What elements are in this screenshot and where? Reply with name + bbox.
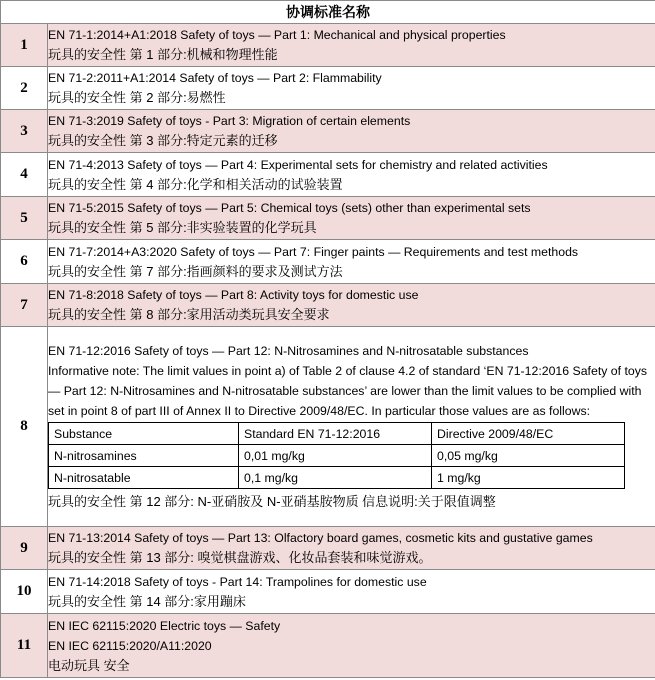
limit-table-header-cell: Directive 2009/48/EC bbox=[432, 423, 625, 445]
row-number: 11 bbox=[1, 614, 48, 678]
standard-title-en: EN 71-13:2014 Safety of toys — Part 13: Olfactory board games, cosmetic kits and gustative games bbox=[48, 531, 593, 545]
table-row bbox=[1, 110, 655, 153]
table-row bbox=[1, 327, 655, 527]
standard-title-en: EN 71-14:2018 Safety of toys - Part 14: Trampolines for domestic use bbox=[48, 574, 427, 589]
standard-title-en: EN 71-5:2015 Safety of toys — Part 5: Chemical toys (sets) other than experimental sets bbox=[48, 201, 531, 215]
row-number: 1 bbox=[1, 24, 48, 67]
limit-table-cell: N-nitrosatable bbox=[49, 467, 239, 489]
table-row bbox=[1, 527, 655, 570]
row-content bbox=[48, 570, 655, 614]
row-number: 10 bbox=[1, 570, 48, 614]
limit-table-cell: 1 mg/kg bbox=[432, 467, 625, 489]
standard-title-zh: 玩具的安全性 第 3 部分:特定元素的迁移 bbox=[48, 133, 278, 148]
limit-values-table bbox=[48, 422, 625, 489]
standard-title-zh: 玩具的安全性 第 7 部分:指画颜料的要求及测试方法 bbox=[48, 263, 343, 279]
table-row bbox=[1, 24, 655, 67]
row-number: 9 bbox=[1, 527, 48, 570]
standard-title-en: EN 71-8:2018 Safety of toys — Part 8: Activity toys for domestic use bbox=[48, 288, 419, 302]
standard-title-zh: 玩具的安全性 第 8 部分:家用活动类玩具安全要求 bbox=[48, 307, 330, 322]
row-content bbox=[48, 284, 655, 327]
standard-title-zh: 电动玩具 安全 bbox=[48, 657, 130, 673]
standard-title-zh: 玩具的安全性 第 14 部分:家用蹦床 bbox=[48, 593, 246, 609]
standard-amendment-en: EN IEC 62115:2020/A11:2020 bbox=[48, 638, 212, 653]
header-row bbox=[1, 1, 655, 24]
limit-table-cell: 0,01 mg/kg bbox=[239, 445, 432, 467]
limit-table-header-cell: Standard EN 71-12:2016 bbox=[239, 423, 432, 445]
row-number: 3 bbox=[1, 110, 48, 153]
standard-title-en: EN IEC 62115:2020 Electric toys — Safety bbox=[48, 618, 281, 633]
standard-title-zh: 玩具的安全性 第 1 部分:机械和物理性能 bbox=[48, 47, 278, 62]
row-content bbox=[48, 327, 655, 527]
standard-title-en: EN 71-7:2014+A3:2020 Safety of toys — Part 7: Finger paints — Requirements and test methods bbox=[48, 244, 579, 259]
standard-title-en: EN 71-1:2014+A1:2018 Safety of toys — Part 1: Mechanical and physical properties bbox=[48, 28, 506, 42]
row-number: 4 bbox=[1, 153, 48, 197]
row-content bbox=[48, 67, 655, 110]
table-row bbox=[1, 197, 655, 240]
limit-table-row bbox=[49, 445, 625, 467]
table-row bbox=[1, 67, 655, 110]
standard-title-zh: 玩具的安全性 第 12 部分: N-亚硝胺及 N-亚硝基胺物质 信息说明:关于限值调整 bbox=[48, 494, 496, 509]
standard-title-en: EN 71-2:2011+A1:2014 Safety of toys — Part 2: Flammability bbox=[48, 71, 382, 85]
standard-title-en: EN 71-12:2016 Safety of toys — Part 12: N-Nitrosamines and N-nitrosatable substances bbox=[48, 344, 529, 358]
table-row bbox=[1, 153, 655, 197]
row-content bbox=[48, 197, 655, 240]
standard-title-zh: 玩具的安全性 第 4 部分:化学和相关活动的试验装置 bbox=[48, 176, 343, 192]
table-header: 协调标准名称 bbox=[1, 1, 655, 24]
row-content bbox=[48, 110, 655, 153]
table-row bbox=[1, 614, 655, 678]
row-content bbox=[48, 240, 655, 284]
table-row bbox=[1, 240, 655, 284]
row-number: 6 bbox=[1, 240, 48, 284]
limit-table-cell: 0,05 mg/kg bbox=[432, 445, 625, 467]
table-row bbox=[1, 284, 655, 327]
row-content bbox=[48, 614, 655, 678]
limit-table-header-row bbox=[49, 423, 625, 445]
limit-table-cell: 0,1 mg/kg bbox=[239, 467, 432, 489]
limit-table-row bbox=[49, 467, 625, 489]
row-content bbox=[48, 527, 655, 570]
standard-title-zh: 玩具的安全性 第 2 部分:易燃性 bbox=[48, 90, 226, 105]
row-number: 2 bbox=[1, 67, 48, 110]
standard-title-zh: 玩具的安全性 第 5 部分:非实验装置的化学玩具 bbox=[48, 220, 317, 235]
row-number: 8 bbox=[1, 327, 48, 527]
row-content bbox=[48, 153, 655, 197]
standard-title-zh: 玩具的安全性 第 13 部分: 嗅觉棋盘游戏、化妆品套装和味觉游戏。 bbox=[48, 550, 432, 565]
limit-table-header-cell: Substance bbox=[49, 423, 239, 445]
row-content bbox=[48, 24, 655, 67]
row-number: 7 bbox=[1, 284, 48, 327]
standard-title-en: EN 71-3:2019 Safety of toys - Part 3: Migration of certain elements bbox=[48, 114, 411, 128]
row-number: 5 bbox=[1, 197, 48, 240]
table-row bbox=[1, 570, 655, 614]
informative-note: Informative note: The limit values in point a) of Table 2 of clause 4.2 of standard ‘EN 71-12:2016 Safety of toys — Part 12: N-Nitrosamines and N-nitrosatable substances’ are lower than the limit values to be complied with set in point 8 of part III of Annex II to Directive 2009/48/EC. In particular those values are as follows: bbox=[48, 364, 648, 418]
standard-title-en: EN 71-4:2013 Safety of toys — Part 4: Experimental sets for chemistry and related activities bbox=[48, 157, 548, 172]
limit-table-cell: N-nitrosamines bbox=[49, 445, 239, 467]
